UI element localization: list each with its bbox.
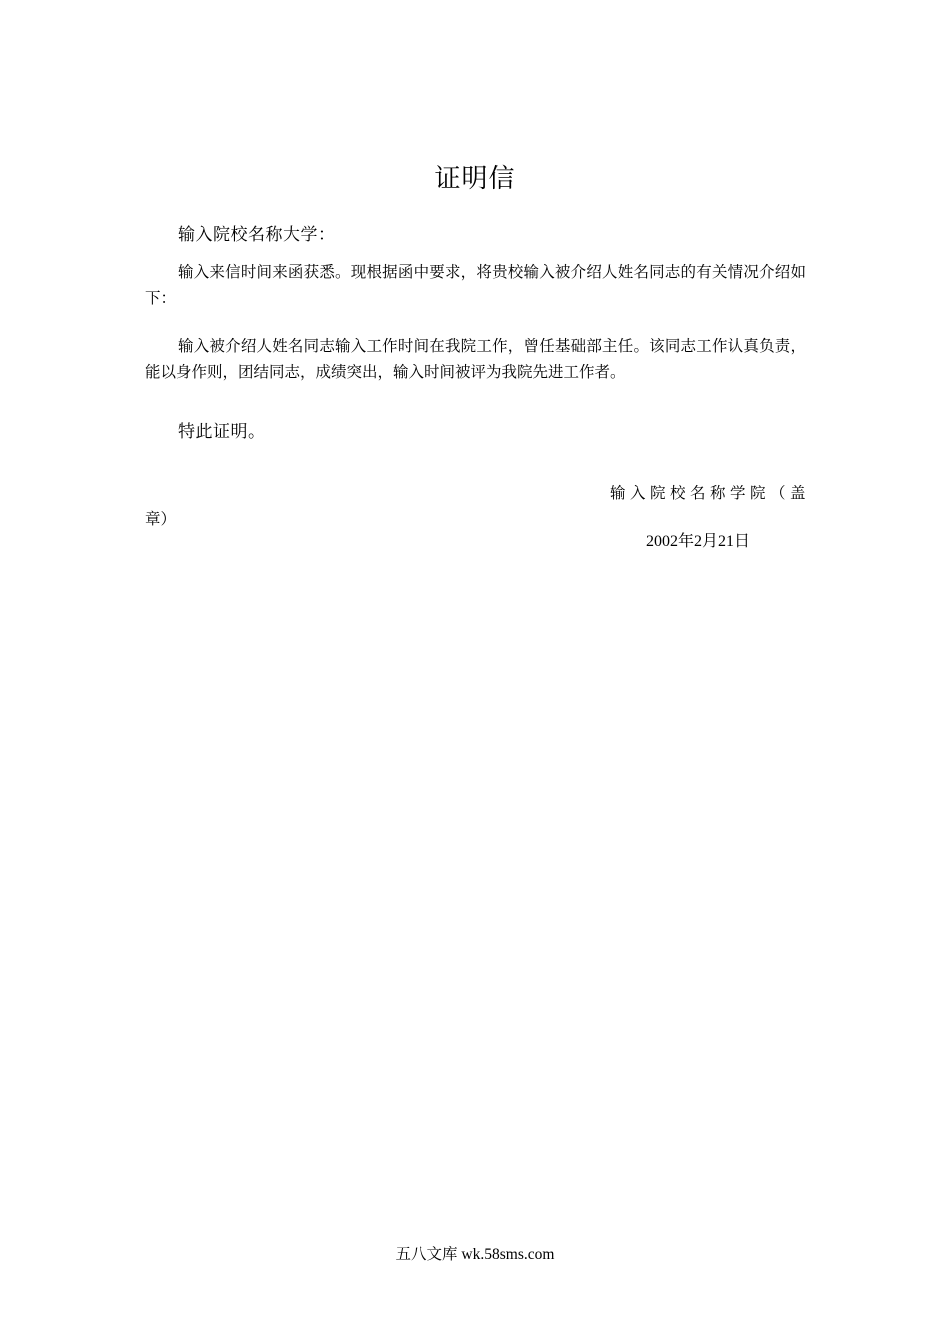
letter-date: 2002年2月21日 — [646, 533, 751, 550]
signature-line-2: 章） — [145, 510, 177, 528]
letter-signature — [145, 480, 810, 532]
letter-paragraph-2: 输入被介绍人姓名同志输入工作时间在我院工作，曾任基础部主任。该同志工作认真负责，能以身作则，团结同志，成绩突出，输入时间被评为我院先进工作者。 — [145, 337, 806, 381]
letter-closing: 特此证明。 — [178, 422, 266, 442]
signature-line-1: 输入院校名称学院（盖 — [609, 484, 810, 502]
letter-salutation: 输入院校名称大学： — [178, 225, 336, 245]
page-footer: 五八文库 wk.58sms.com — [395, 1246, 555, 1263]
letter-title: 证明信 — [434, 164, 516, 194]
letter-paragraph-1: 输入来信时间来函获悉。现根据函中要求，将贵校输入被介绍人姓名同志的有关情况介绍如下： — [145, 263, 806, 307]
